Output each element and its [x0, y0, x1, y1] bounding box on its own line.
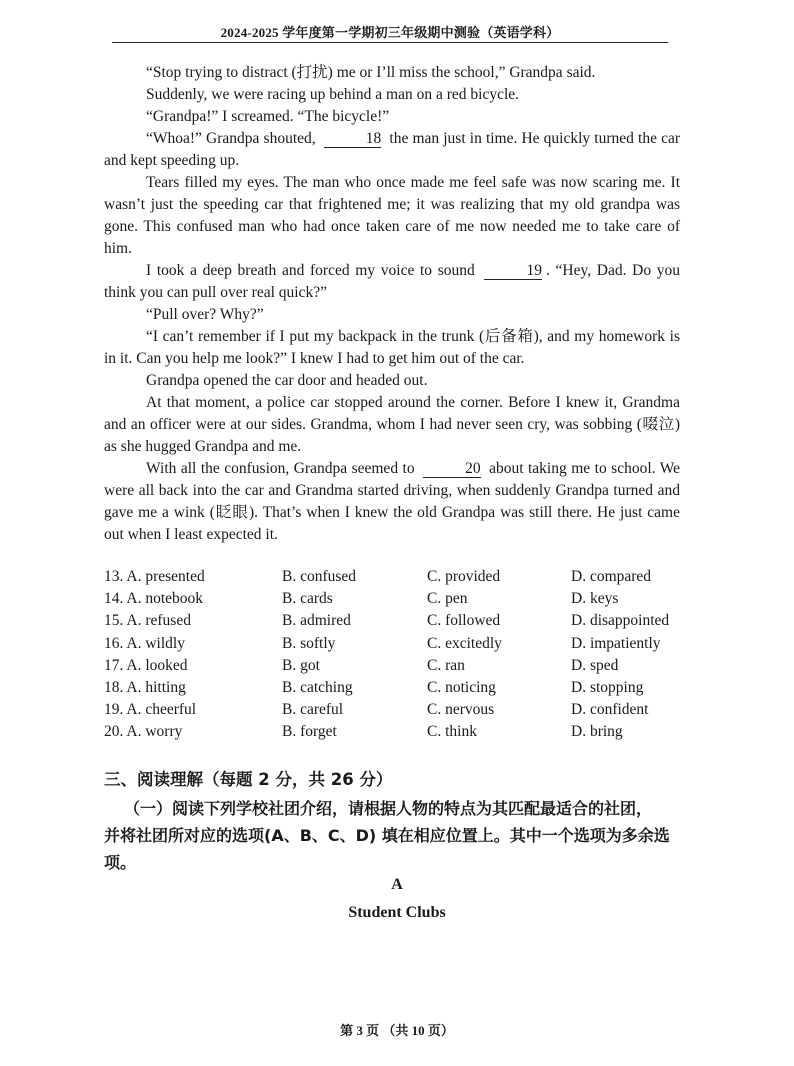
question-number: 20. — [104, 723, 124, 741]
passage-paragraph — [104, 370, 680, 392]
option-text: A. wildly — [126, 634, 185, 652]
option-d: D. bring — [571, 723, 623, 741]
passage-paragraph — [104, 128, 680, 172]
passage-text: Suddenly, we were racing up behind a man on a red bicycle. — [146, 86, 520, 103]
passage-text: “Whoa!” Grandpa shouted, — [146, 130, 320, 147]
cloze-blank: 18 — [324, 130, 382, 148]
section-instruction — [104, 795, 690, 876]
passage-paragraph — [104, 458, 680, 546]
option-b: B. careful — [282, 701, 344, 719]
option-text: A. presented — [126, 568, 205, 585]
passage-text: At that moment, a police car stopped around the corner. Before I knew it, Grandma and an officer were at our sides. Grandma, whom I had never seen cry, was sobbing (啜泣) as she hugged Grandpa and me. — [104, 394, 680, 455]
question-number: 16. — [104, 634, 124, 652]
instruction-line: 项。 — [104, 853, 137, 872]
option-a — [104, 721, 282, 743]
passage-paragraph — [104, 62, 680, 84]
option-c: C. pen — [427, 590, 468, 608]
option-row — [104, 566, 684, 588]
option-c: C. nervous — [427, 701, 495, 719]
passage-text: . “Hey, Dad. Do you think you can pull over real quick?” — [104, 262, 680, 301]
passage-text: I took a deep breath and forced my voice to sound — [146, 262, 481, 279]
option-d: D. confident — [571, 701, 649, 719]
option-b: B. cards — [282, 590, 333, 608]
option-b: B. confused — [282, 568, 357, 585]
passage-text: Tears filled my eyes. The man who once made me feel safe was now scaring me. It wasn’t just the speeding car that frightened me; it was realizing that my old grandpa was gone. This confused man who had once taken care of me now needed me to take care of him. — [104, 174, 680, 257]
passage-paragraph — [104, 260, 680, 304]
passage-text: With all the confusion, Grandpa seemed to — [146, 460, 420, 477]
part-letter: A — [391, 876, 403, 893]
question-number: 13. — [104, 568, 124, 585]
passage-paragraph — [104, 172, 680, 260]
option-b: B. softly — [282, 634, 336, 652]
option-a — [104, 566, 282, 588]
option-row — [104, 610, 684, 632]
part-title: Student Clubs — [348, 904, 446, 921]
option-a — [104, 699, 282, 721]
passage-text: about taking me to school. We were all back into the car and Grandma started driving, when suddenly Grandpa turned and gave me a wink (眨眼). That’s when I knew the old Grandpa was still there. He just came out when I least expected it. — [104, 460, 680, 543]
passage-text: the man just in time. He quickly turned the car and kept speeding up. — [104, 130, 680, 169]
option-a — [104, 655, 282, 677]
option-text: A. looked — [126, 656, 188, 674]
option-d: D. compared — [571, 568, 652, 585]
question-number: 17. — [104, 656, 124, 674]
option-d: D. stopping — [571, 678, 644, 696]
passage-paragraph — [104, 392, 680, 458]
passage-paragraph — [104, 326, 680, 370]
option-b: B. got — [282, 656, 320, 674]
passage-text: “Pull over? Why?” — [146, 306, 264, 323]
option-b: B. admired — [282, 612, 351, 630]
option-a — [104, 677, 282, 699]
passage-text: “Grandpa!” I screamed. “The bicycle!” — [146, 108, 390, 125]
header-divider — [112, 42, 668, 43]
option-d: D. sped — [571, 656, 619, 674]
passage-text: “I can’t remember if I put my backpack in the trunk (后备箱), and my homework is in it. Can you help me look?” I knew I had to get him out of the car. — [104, 328, 680, 367]
passage-paragraph — [104, 84, 680, 106]
option-row — [104, 655, 684, 677]
exam-header: 2024-2025 学年度第一学期初三年级期中测验（英语学科） — [220, 25, 560, 40]
instruction-line: （一）阅读下列学校社团介绍，请根据人物的特点为其匹配最适合的社团， — [124, 799, 653, 818]
passage-text: “Stop trying to distract (打扰) me or I’ll miss the school,” Grandpa said. — [146, 64, 596, 81]
cloze-blank: 20 — [423, 460, 481, 478]
instruction-line: 并将社团所对应的选项(A、B、C、D) 填在相应位置上。其中一个选项为多余选 — [104, 826, 670, 845]
option-row — [104, 699, 684, 721]
option-d: D. keys — [571, 590, 619, 608]
option-d: D. impatiently — [571, 634, 661, 652]
reading-passage — [104, 62, 680, 546]
question-number: 18. — [104, 678, 124, 696]
option-d: D. disappointed — [571, 612, 670, 630]
option-b: B. catching — [282, 678, 353, 696]
option-text: A. worry — [126, 723, 183, 741]
option-a — [104, 633, 282, 655]
option-text: A. notebook — [126, 590, 204, 608]
option-text: A. hitting — [126, 678, 186, 696]
option-c: C. followed — [427, 612, 501, 630]
section-title: 三、阅读理解（每题 2 分，共 26 分） — [104, 770, 393, 789]
page-number: 第 3 页 （共 10 页） — [340, 1023, 454, 1038]
passage-paragraph — [104, 106, 680, 128]
option-a — [104, 610, 282, 632]
option-c: C. noticing — [427, 678, 496, 696]
question-number: 15. — [104, 612, 124, 630]
cloze-blank: 19 — [484, 262, 542, 280]
option-text: A. refused — [126, 612, 191, 630]
question-number: 19. — [104, 701, 124, 719]
option-c: C. think — [427, 723, 477, 741]
option-c: C. provided — [427, 568, 501, 585]
passage-paragraph — [104, 304, 680, 326]
option-b: B. forget — [282, 723, 337, 741]
option-text: A. cheerful — [126, 701, 197, 719]
option-row — [104, 588, 684, 610]
question-number: 14. — [104, 590, 124, 608]
cloze-options — [104, 566, 684, 744]
option-c: C. excitedly — [427, 634, 502, 652]
option-row — [104, 677, 684, 699]
passage-text: Grandpa opened the car door and headed out. — [146, 372, 428, 389]
option-c: C. ran — [427, 656, 465, 674]
option-row — [104, 721, 684, 743]
option-a — [104, 588, 282, 610]
option-row — [104, 633, 684, 655]
